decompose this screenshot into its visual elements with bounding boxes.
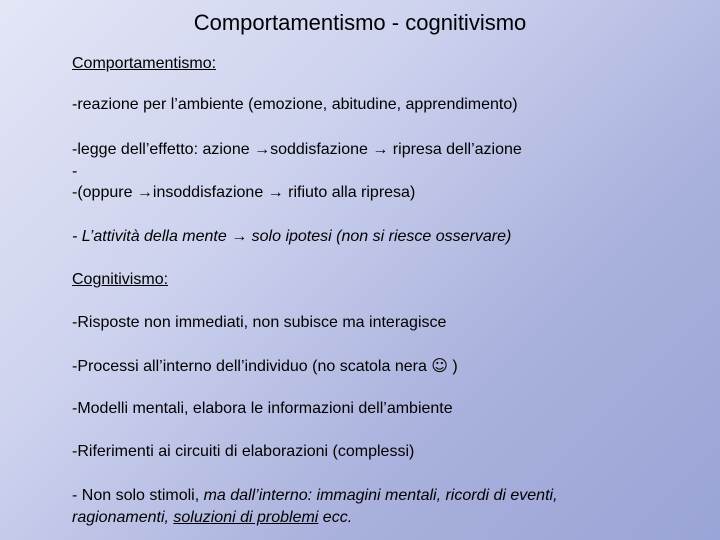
comportamentismo-line-legge (72, 141, 522, 159)
cognitivismo-line-ragionamenti (72, 509, 352, 527)
comportamentismo-line-oppure (72, 184, 415, 202)
text-segment: ecc. (318, 509, 353, 526)
text-segment: ripresa dell’azione (388, 141, 522, 158)
cognitivismo-line-processi (72, 356, 458, 376)
comportamentismo-line-dash: - (72, 163, 78, 180)
arrow-right-icon: → (372, 141, 389, 158)
text-segment: soddisfazione (270, 141, 373, 158)
arrow-right-icon: → (231, 228, 248, 245)
text-segment: ) (447, 358, 458, 375)
text-segment: -legge dell’effetto: azione (72, 141, 255, 158)
slide-title: Comportamentismo - cognitivismo (193, 10, 527, 35)
cognitivismo-line-risposte: -Risposte non immediati, non subisce ma interagisce (72, 314, 447, 331)
arrow-right-icon: → (267, 184, 284, 201)
cognitivismo-line-riferimenti: -Riferimenti ai circuiti di elaborazioni (complessi) (72, 443, 415, 460)
text-segment: rifiuto alla ripresa) (283, 184, 416, 201)
comportamentismo-line-mente (72, 228, 511, 246)
arrow-right-icon: → (254, 141, 271, 158)
text-segment: solo ipotesi (non si riesce osservare) (247, 228, 512, 245)
text-segment: - L’attività della mente (72, 228, 232, 245)
text-segment: insoddisfazione (152, 184, 268, 201)
text-segment: soluzioni di problemi (173, 509, 319, 526)
text-segment: -Processi all’interno dell’individuo (no scatola nera (72, 358, 432, 375)
text-segment: ma dall’interno: immagini mentali, ricordi di eventi, (203, 487, 558, 504)
comportamentismo-heading: Comportamentismo: (72, 55, 217, 72)
arrow-right-icon: → (136, 184, 153, 201)
cognitivismo-line-stimoli (72, 487, 558, 505)
cognitivismo-line-modelli: -Modelli mentali, elabora le informazioni dell’ambiente (72, 400, 453, 417)
comportamentismo-line-reazione: -reazione per l’ambiente (emozione, abitudine, apprendimento) (72, 96, 518, 113)
text-segment: -(oppure (72, 184, 137, 201)
smiley-icon: ☺ (431, 356, 448, 375)
text-segment: - Non solo stimoli, (72, 487, 204, 504)
cognitivismo-heading: Cognitivismo: (72, 271, 169, 288)
text-segment: ragionamenti, (72, 509, 174, 526)
